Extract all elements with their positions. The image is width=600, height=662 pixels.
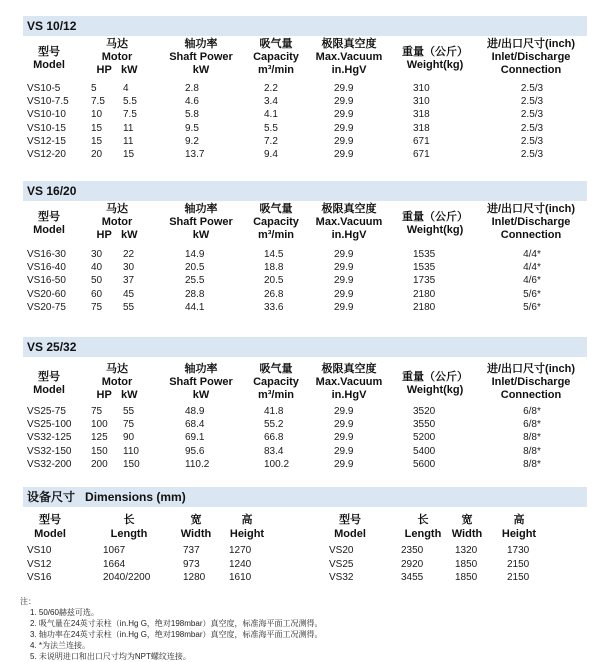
cell-kw: 37 — [123, 275, 135, 287]
cell-vac: 29.9 — [334, 432, 354, 444]
cell-model: VS32-150 — [27, 445, 72, 457]
dim-cell-height: 1240 — [229, 558, 252, 570]
cell-shaft: 2.8 — [185, 83, 199, 94]
header-shaft: 轴功率 Shaft Power kW — [169, 363, 233, 401]
dim-cell-width: 973 — [183, 558, 200, 570]
cell-kw: 55 — [123, 301, 135, 313]
cell-wt: 1535 — [413, 249, 436, 260]
header-connection: 进/出口尺寸(inch) Inlet/Discharge Connection — [487, 363, 575, 401]
cell-wt: 3550 — [413, 419, 436, 431]
cell-cap: 26.8 — [264, 288, 284, 300]
cell-conn: 8/8* — [523, 432, 541, 444]
dim-row — [23, 571, 587, 584]
cell-conn: 2.5/3 — [520, 149, 544, 160]
cell-hp: 75 — [91, 301, 103, 313]
header-weight: 重量（公斤） Weight(kg) — [402, 211, 468, 236]
cell-hp: 15 — [91, 135, 103, 147]
dim-cell-width-right: 1320 — [455, 545, 478, 556]
cell-conn: 4/6* — [523, 275, 541, 287]
cell-wt: 2180 — [413, 288, 436, 300]
header-connection: 进/出口尺寸(inch) Inlet/Discharge Connection — [487, 203, 575, 241]
header-vacuum: 极限真空度 Max.Vacuum in.HgV — [315, 203, 383, 241]
dim-header-height-right: 高 Height — [501, 514, 537, 540]
cell-cap: 5.5 — [264, 122, 278, 134]
cell-model: VS16-30 — [27, 249, 66, 260]
cell-hp: 20 — [91, 149, 103, 160]
dim-cell-model: VS12 — [27, 558, 52, 570]
cell-vac: 29.9 — [334, 122, 354, 134]
cell-kw: 4 — [123, 83, 129, 94]
dim-cell-width: 1280 — [183, 572, 206, 583]
cell-kw: 11 — [123, 135, 134, 147]
header-connection: 进/出口尺寸(inch) Inlet/Discharge Connection — [487, 38, 575, 76]
cell-vac: 29.9 — [334, 406, 354, 417]
table-row — [23, 274, 587, 287]
table-row — [23, 458, 587, 471]
cell-vac: 29.9 — [334, 96, 354, 108]
header-weight: 重量（公斤） Weight(kg) — [402, 371, 468, 396]
cell-kw: 110 — [123, 445, 139, 457]
cell-cap: 2.2 — [264, 83, 278, 94]
notes — [20, 596, 580, 662]
dim-cell-length: 1067 — [103, 545, 126, 556]
header-shaft: 轴功率 Shaft Power kW — [169, 38, 233, 76]
cell-conn: 2.5/3 — [520, 96, 544, 108]
cell-vac: 29.9 — [334, 419, 354, 431]
cell-cap: 14.5 — [264, 249, 284, 260]
table-row — [23, 405, 587, 418]
dim-cell-height: 1270 — [229, 545, 252, 556]
cell-vac: 29.9 — [334, 288, 354, 300]
cell-conn: 6/8* — [523, 406, 541, 417]
cell-vac: 29.9 — [334, 149, 354, 160]
dim-cell-height-right: 2150 — [507, 572, 530, 583]
dim-header-width-right: 宽 Width — [451, 514, 483, 540]
cell-shaft: 110.2 — [185, 458, 210, 470]
table-row — [23, 301, 587, 314]
table-row — [23, 95, 587, 108]
dim-cell-height-right: 1730 — [507, 545, 530, 556]
cell-cap: 18.8 — [264, 262, 284, 274]
cell-model: VS32-125 — [27, 432, 72, 444]
table-row — [23, 445, 587, 458]
cell-hp: 200 — [91, 458, 108, 470]
cell-wt: 671 — [413, 135, 430, 147]
dim-cell-model-right: VS25 — [329, 558, 354, 570]
cell-wt: 2180 — [413, 301, 436, 313]
cell-shaft: 9.2 — [185, 135, 199, 147]
cell-hp: 100 — [91, 419, 108, 431]
dim-header-height: 高 Height — [229, 514, 265, 540]
header-model: 型号 Model — [33, 371, 65, 396]
table-row — [23, 108, 587, 121]
cell-conn: 6/8* — [523, 419, 541, 431]
cell-conn: 2.5/3 — [520, 122, 544, 134]
cell-shaft: 14.9 — [185, 249, 205, 260]
header-capacity: 吸气量 Capacity m³/min — [253, 363, 299, 401]
header-motor: 马达 Motor HP kW — [96, 38, 138, 76]
note-item: 2. 吸气量在24英寸汞柱（in.Hg G，绝对198mbar）真空度，标准海平面工况测得。 — [30, 619, 323, 628]
cell-model: VS10-10 — [27, 109, 66, 121]
cell-cap: 7.2 — [264, 135, 278, 147]
cell-wt: 318 — [413, 109, 430, 121]
cell-vac: 29.9 — [334, 301, 354, 313]
dim-cell-width-right: 1850 — [455, 558, 478, 570]
header-motor: 马达 Motor HP kW — [96, 363, 138, 401]
cell-shaft: 5.8 — [185, 109, 199, 121]
cell-cap: 4.1 — [264, 109, 278, 121]
dim-header-width: 宽 Width — [180, 514, 212, 540]
cell-vac: 29.9 — [334, 275, 354, 287]
cell-kw: 15 — [123, 149, 135, 160]
note-item: 3. 轴功率在24英寸汞柱（in.Hg G，绝对198mbar）真空度，标准海平面工况测得。 — [30, 630, 323, 639]
dim-cell-height: 1610 — [229, 572, 252, 583]
cell-vac: 29.9 — [334, 262, 354, 274]
dim-row — [23, 558, 587, 571]
header-motor: 马达 Motor HP kW — [96, 203, 138, 241]
cell-conn: 5/6* — [523, 288, 541, 300]
cell-shaft: 20.5 — [185, 262, 205, 274]
cell-vac: 29.9 — [334, 83, 354, 94]
cell-kw: 30 — [123, 262, 135, 274]
table-row — [23, 122, 587, 135]
dim-cell-width: 737 — [183, 545, 200, 556]
header-shaft: 轴功率 Shaft Power kW — [169, 203, 233, 241]
table-row — [23, 135, 587, 148]
table-row — [23, 261, 587, 274]
dim-cell-length: 1664 — [103, 558, 126, 570]
cell-vac: 29.9 — [334, 445, 354, 457]
cell-wt: 1735 — [413, 275, 436, 287]
cell-shaft: 48.9 — [185, 406, 205, 417]
cell-hp: 40 — [91, 262, 103, 274]
dim-header-length: 长 Length — [110, 514, 148, 540]
cell-wt: 318 — [413, 122, 430, 134]
cell-vac: 29.9 — [334, 249, 354, 260]
cell-hp: 7.5 — [91, 96, 105, 108]
section-vs16-20 — [23, 181, 587, 321]
dim-cell-length-right: 2350 — [401, 545, 424, 556]
cell-conn: 8/8* — [523, 458, 541, 470]
cell-shaft: 13.7 — [185, 149, 205, 160]
cell-kw: 7.5 — [123, 109, 137, 121]
section-dimensions — [23, 487, 587, 587]
header-model: 型号 Model — [33, 46, 65, 71]
cell-hp: 10 — [91, 109, 103, 121]
cell-wt: 5200 — [413, 432, 436, 444]
cell-cap: 3.4 — [264, 96, 278, 108]
cell-hp: 60 — [91, 288, 103, 300]
cell-kw: 5.5 — [123, 96, 137, 108]
cell-vac: 29.9 — [334, 458, 354, 470]
cell-conn: 4/4* — [523, 262, 541, 274]
notes-label: 注： — [20, 597, 36, 606]
cell-vac: 29.9 — [334, 109, 354, 121]
cell-model: VS16-40 — [27, 262, 66, 274]
dimensions-title: 设备尺寸 Dimensions (mm) — [23, 487, 587, 507]
cell-shaft: 44.1 — [185, 301, 205, 313]
header-weight: 重量（公斤） Weight(kg) — [402, 46, 468, 71]
cell-cap: 41.8 — [264, 406, 284, 417]
cell-wt: 310 — [413, 83, 430, 94]
cell-shaft: 95.6 — [185, 445, 205, 457]
cell-cap: 100.2 — [264, 458, 290, 470]
cell-conn: 4/4* — [523, 249, 541, 260]
cell-shaft: 9.5 — [185, 122, 199, 134]
cell-wt: 1535 — [413, 262, 436, 274]
cell-cap: 55.2 — [264, 419, 284, 431]
header-capacity: 吸气量 Capacity m³/min — [253, 203, 299, 241]
table-row — [23, 288, 587, 301]
note-item: 4. *为法兰连接。 — [30, 641, 91, 650]
cell-wt: 310 — [413, 96, 430, 108]
cell-shaft: 28.8 — [185, 288, 205, 300]
section-title: VS 16/20 — [23, 181, 587, 201]
cell-cap: 83.4 — [264, 445, 284, 457]
dim-cell-length: 2040/2200 — [103, 572, 151, 583]
cell-cap: 20.5 — [264, 275, 284, 287]
cell-shaft: 68.4 — [185, 419, 205, 431]
cell-model: VS10-15 — [27, 122, 66, 134]
cell-kw: 150 — [123, 458, 140, 470]
header-vacuum: 极限真空度 Max.Vacuum in.HgV — [315, 363, 383, 401]
dim-cell-model-right: VS20 — [329, 545, 354, 556]
cell-kw: 11 — [123, 122, 134, 134]
section-vs10-12 — [23, 16, 587, 166]
dim-cell-height-right: 2150 — [507, 558, 530, 570]
cell-hp: 75 — [91, 406, 103, 417]
dim-cell-length-right: 3455 — [401, 572, 424, 583]
cell-model: VS20-75 — [27, 301, 66, 313]
cell-model: VS32-200 — [27, 458, 72, 470]
section-title: VS 10/12 — [23, 16, 587, 36]
dim-header-length-right: 长 Length — [404, 514, 442, 540]
cell-kw: 22 — [123, 249, 135, 260]
cell-shaft: 4.6 — [185, 96, 199, 108]
cell-vac: 29.9 — [334, 135, 354, 147]
cell-kw: 45 — [123, 288, 135, 300]
cell-kw: 55 — [123, 406, 135, 417]
table-row — [23, 431, 587, 444]
dim-header-model: 型号 Model — [34, 514, 66, 540]
cell-kw: 90 — [123, 432, 135, 444]
cell-shaft: 69.1 — [185, 432, 205, 444]
cell-wt: 5600 — [413, 458, 436, 470]
table-row — [23, 148, 587, 161]
header-capacity: 吸气量 Capacity m³/min — [253, 38, 299, 76]
cell-conn: 2.5/3 — [520, 83, 544, 94]
dim-header-model-right: 型号 Model — [334, 514, 366, 540]
cell-model: VS12-15 — [27, 135, 66, 147]
cell-hp: 125 — [91, 432, 108, 444]
cell-hp: 15 — [91, 122, 103, 134]
note-item: 5. 未说明进口和出口尺寸均为NPT螺纹连接。 — [30, 652, 191, 661]
dim-cell-model: VS10 — [27, 545, 52, 556]
cell-wt: 671 — [413, 149, 430, 160]
cell-conn: 2.5/3 — [520, 109, 544, 121]
cell-conn: 2.5/3 — [520, 135, 544, 147]
dim-cell-length-right: 2920 — [401, 558, 424, 570]
cell-cap: 33.6 — [264, 301, 284, 313]
dim-row — [23, 544, 587, 557]
dim-cell-model: VS16 — [27, 572, 52, 583]
section-vs25-32 — [23, 337, 587, 477]
cell-model: VS25-75 — [27, 406, 66, 417]
dim-cell-model-right: VS32 — [329, 572, 354, 583]
cell-wt: 3520 — [413, 406, 436, 417]
cell-hp: 50 — [91, 275, 103, 287]
cell-wt: 5400 — [413, 445, 436, 457]
note-item: 1. 50/60赫兹可选。 — [30, 608, 99, 617]
cell-model: VS20-60 — [27, 288, 66, 300]
cell-conn: 8/8* — [523, 445, 541, 457]
cell-model: VS10-5 — [27, 83, 61, 94]
header-model: 型号 Model — [33, 211, 65, 236]
table-row — [23, 418, 587, 431]
dim-cell-width-right: 1850 — [455, 572, 478, 583]
cell-model: VS16-50 — [27, 275, 66, 287]
header-vacuum: 极限真空度 Max.Vacuum in.HgV — [315, 38, 383, 76]
cell-hp: 30 — [91, 249, 103, 260]
cell-cap: 66.8 — [264, 432, 284, 444]
cell-conn: 5/6* — [523, 301, 541, 313]
cell-kw: 75 — [123, 419, 135, 431]
cell-model: VS12-20 — [27, 149, 66, 160]
cell-hp: 5 — [91, 83, 97, 94]
cell-model: VS10-7.5 — [27, 96, 69, 108]
table-row — [23, 248, 587, 261]
cell-model: VS25-100 — [27, 419, 72, 431]
cell-shaft: 25.5 — [185, 275, 205, 287]
table-row — [23, 82, 587, 95]
section-title: VS 25/32 — [23, 337, 587, 357]
cell-hp: 150 — [91, 445, 108, 457]
cell-cap: 9.4 — [264, 149, 278, 160]
